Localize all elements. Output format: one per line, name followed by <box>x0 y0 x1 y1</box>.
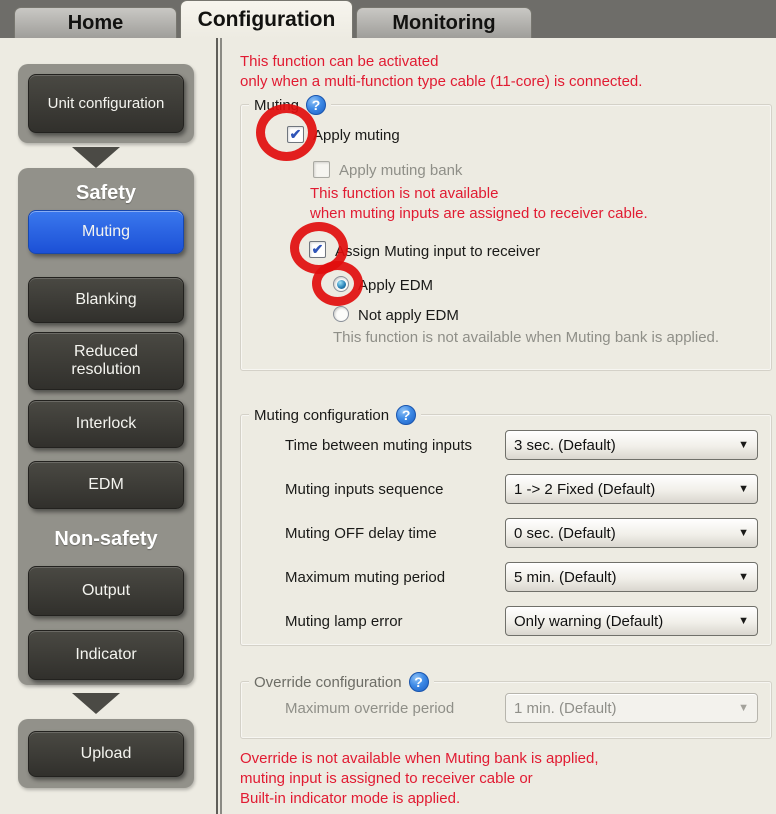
time-between-muting-inputs-select[interactable] <box>505 430 758 460</box>
combo-value: 3 sec. (Default) <box>514 436 616 454</box>
tab-bar <box>0 0 776 38</box>
sidebar-divider <box>216 38 222 814</box>
chevron-down-icon: ▼ <box>738 527 749 539</box>
combo-value: 1 -> 2 Fixed (Default) <box>514 480 656 498</box>
muting-inputs-sequence-select[interactable] <box>505 474 758 504</box>
tab-monitoring[interactable]: Monitoring <box>356 7 532 38</box>
chevron-down-icon: ▼ <box>738 615 749 627</box>
muting-group-title <box>249 95 331 115</box>
muting-group-label: Muting <box>254 96 300 114</box>
muting-off-delay-time-label: Muting OFF delay time <box>285 525 437 542</box>
apply-edm-label: Apply EDM <box>358 277 434 294</box>
apply-muting-checkbox[interactable] <box>287 126 304 143</box>
combo-value: Only warning (Default) <box>514 612 664 630</box>
combo-value: 5 min. (Default) <box>514 568 617 586</box>
tab-configuration[interactable]: Configuration <box>180 0 353 38</box>
not-apply-edm-label: Not apply EDM <box>358 307 459 324</box>
combo-value: 1 min. (Default) <box>514 699 617 717</box>
combo-value: 0 sec. (Default) <box>514 524 616 542</box>
muting-lamp-error-select[interactable] <box>505 606 758 636</box>
apply-muting-bank-checkbox[interactable] <box>313 161 330 178</box>
upload-panel <box>18 719 194 788</box>
apply-muting-bank-label: Apply muting bank <box>339 162 463 179</box>
sidebar-item-muting[interactable]: Muting <box>28 210 184 254</box>
check-icon: ✔ <box>311 241 324 257</box>
sidebar-item-unit-configuration[interactable]: Unit configuration <box>28 74 184 133</box>
maximum-override-period-label: Maximum override period <box>285 700 455 717</box>
down-arrow-icon <box>72 693 120 714</box>
help-icon[interactable]: ? <box>306 95 326 115</box>
muting-lamp-error-label: Muting lamp error <box>285 613 403 630</box>
apply-edm-radio[interactable] <box>333 276 349 292</box>
help-icon[interactable]: ? <box>409 672 429 692</box>
chevron-down-icon: ▼ <box>738 439 749 451</box>
sidebar-item-indicator[interactable]: Indicator <box>28 630 184 680</box>
cable-warning-text: This function can be activated only when a multi-function type cable (11-core) is connected. <box>240 53 643 90</box>
apply-muting-label: Apply muting <box>313 127 400 144</box>
chevron-down-icon: ▼ <box>738 571 749 583</box>
down-arrow-icon <box>72 147 120 168</box>
chevron-down-icon: ▼ <box>738 702 749 714</box>
non-safety-section-header: Non-safety <box>54 528 158 550</box>
chevron-down-icon: ▼ <box>738 483 749 495</box>
maximum-override-period-select[interactable] <box>505 693 758 723</box>
muting-inputs-sequence-label: Muting inputs sequence <box>285 481 444 498</box>
muting-configuration-label: Muting configuration <box>254 406 390 424</box>
muting-bank-warning-text: This function is not available when muting inputs are assigned to receiver cable. <box>310 185 648 222</box>
assign-muting-input-label: Assign Muting input to receiver <box>335 243 541 260</box>
muting-off-delay-time-select[interactable] <box>505 518 758 548</box>
override-configuration-label: Override configuration <box>254 673 402 691</box>
maximum-muting-period-select[interactable] <box>505 562 758 592</box>
override-configuration-title <box>249 672 434 692</box>
muting-configuration-title <box>249 405 421 425</box>
sidebar-main-panel <box>18 168 194 685</box>
sidebar-item-edm[interactable]: EDM <box>28 461 184 509</box>
assign-muting-input-checkbox[interactable] <box>309 241 326 258</box>
safety-section-header: Safety <box>75 182 137 204</box>
sidebar-item-reduced-resolution[interactable]: Reduced resolution <box>28 332 184 390</box>
time-between-muting-inputs-label: Time between muting inputs <box>285 437 473 454</box>
check-icon: ✔ <box>289 126 302 142</box>
unit-configuration-panel <box>18 64 194 143</box>
not-apply-edm-radio[interactable] <box>333 306 349 322</box>
sidebar-item-blanking[interactable]: Blanking <box>28 277 184 323</box>
help-icon[interactable]: ? <box>396 405 416 425</box>
sidebar-item-interlock[interactable]: Interlock <box>28 400 184 448</box>
sidebar-item-output[interactable]: Output <box>28 566 184 616</box>
tab-home[interactable]: Home <box>14 7 177 38</box>
edm-note-text: This function is not available when Muting bank is applied. <box>333 329 720 346</box>
radio-dot-icon <box>337 280 346 289</box>
override-warning-text: Override is not available when Muting bank is applied, muting input is assigned to receiver cable or Built-in indicator mode is applied. <box>240 750 599 807</box>
maximum-muting-period-label: Maximum muting period <box>285 569 446 586</box>
upload-button[interactable]: Upload <box>28 731 184 777</box>
